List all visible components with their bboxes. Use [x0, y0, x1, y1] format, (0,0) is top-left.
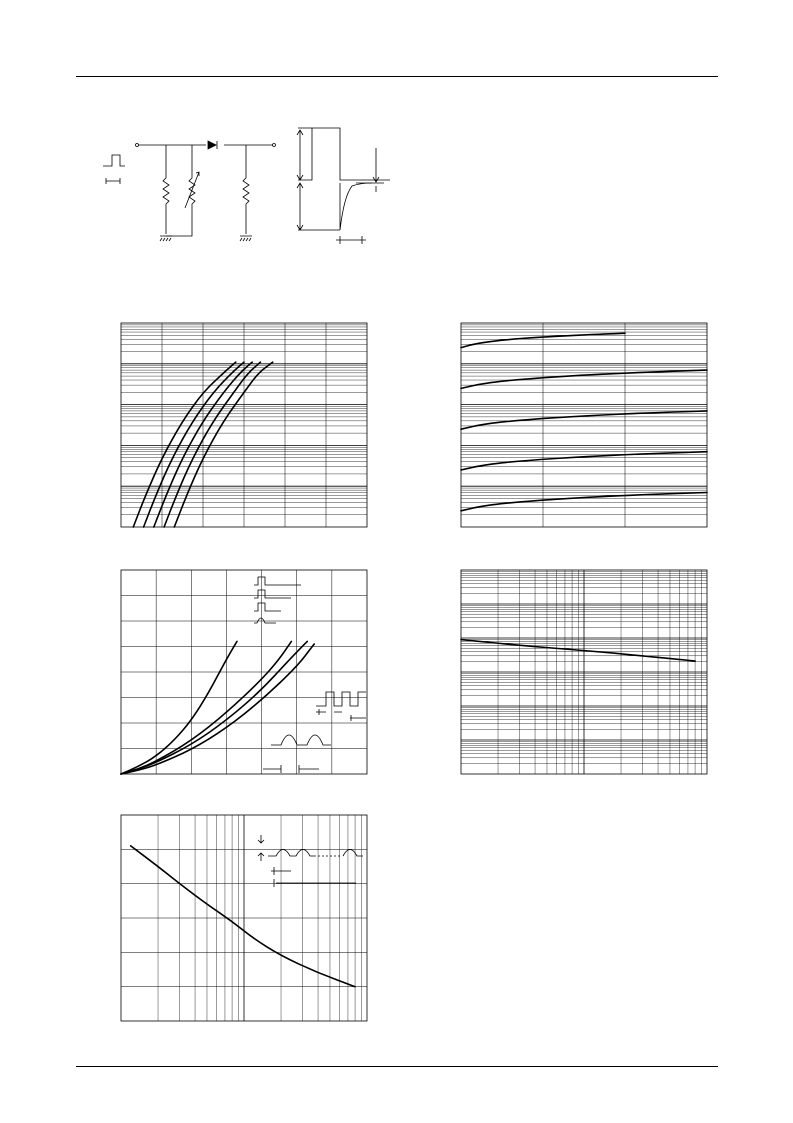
reverse-amplitude-arrow — [297, 183, 340, 230]
chart-4-grid — [461, 570, 707, 774]
test-circuit-diagram — [0, 0, 793, 300]
chart-5-grid — [121, 815, 367, 1021]
pulse-width-arrow — [106, 178, 120, 184]
chart-5 — [121, 815, 368, 1022]
chart-1 — [121, 323, 368, 528]
input-pulse-symbol — [103, 155, 125, 166]
irr-arrow — [373, 148, 379, 192]
output-terminal — [273, 144, 276, 147]
chart-4 — [461, 570, 708, 775]
trr-arrow — [336, 236, 366, 244]
chart-2-frame — [461, 323, 707, 527]
input-terminal — [136, 144, 139, 147]
ground-2 — [240, 236, 252, 241]
amplitude-arrow-left — [297, 128, 312, 180]
variable-resistor — [166, 145, 195, 236]
reverse-recovery-waveform — [340, 183, 372, 230]
resistor-2 — [243, 145, 249, 234]
ground-1 — [160, 236, 172, 241]
chart-3 — [121, 570, 368, 775]
footer-rule — [76, 1066, 718, 1067]
chart-2 — [461, 323, 708, 528]
diode-symbol — [208, 141, 217, 149]
resistor-1 — [163, 145, 169, 234]
